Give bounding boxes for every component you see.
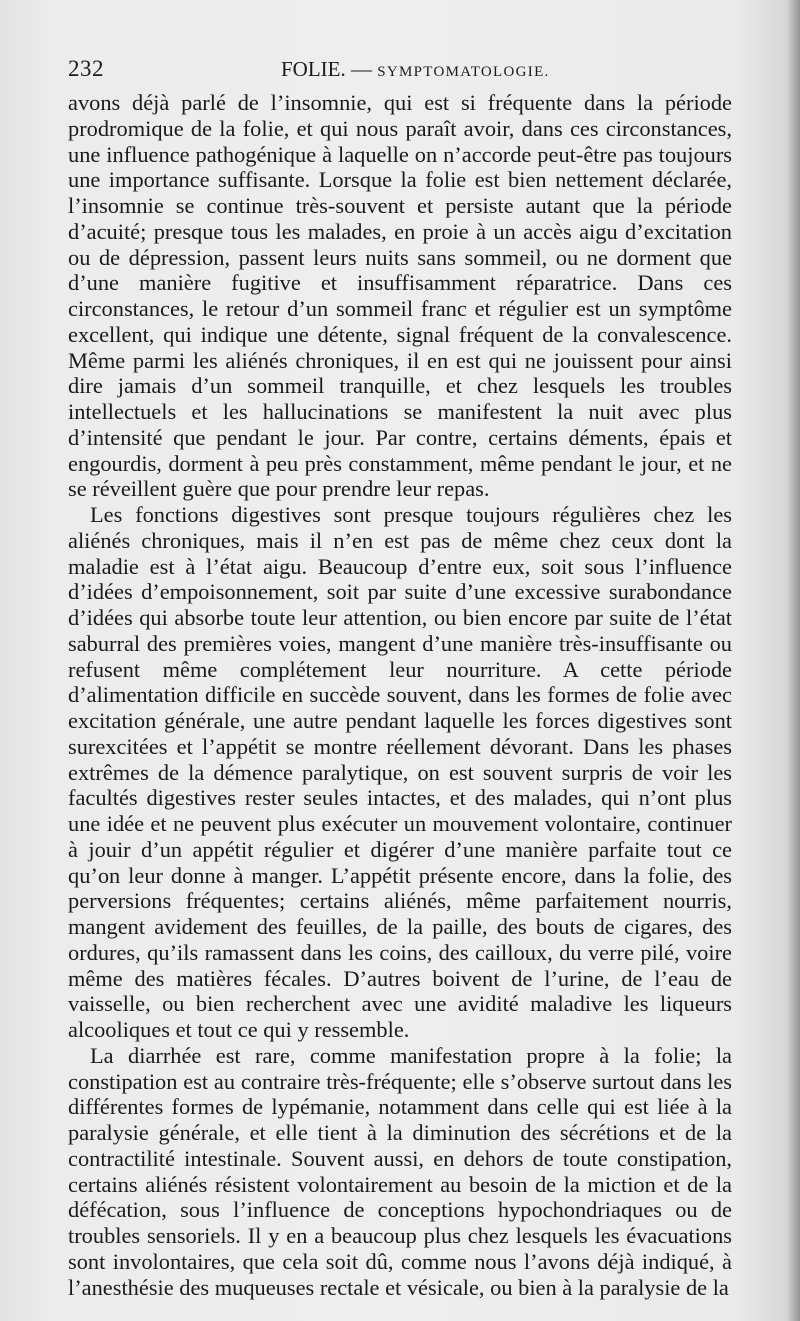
page-edge-shadow: [788, 0, 800, 1321]
paragraph-fonctions-digestives: Les fonctions digestives sont presque toujours régulières chez les aliénés chroniques, mais il n’en est pas de même chez ceux dont la maladie est à l’état aigu. Beaucoup d’entre eux, soit sous l’influence d’idées d’empoisonnement, soit par suite d’une excessive surabondance d’idées qui absorbe toute leur attention, ou bien encore par suite de l’état saburral des premières voies, mangent d’une manière très-insuffisante ou refusent même complétement leur nourriture. A cette période d’alimentation difficile en succède souvent, dans les formes de folie avec excitation générale, une autre pendant laquelle les forces digestives sont surexcitées et l’appétit se montre réellement dévorant. Dans les phases extrêmes de la démence paralytique, on est souvent surpris de voir les facultés digestives rester seules intactes, et des malades, qui n’ont plus une idée et ne peuvent plus exécuter un mouvement volontaire, continuer à jouir d’un appétit régulier et digérer d’une manière parfaite tout ce qu’on leur donne à manger. L’appétit présente encore, dans la folie, des perversions fréquentes; certains aliénés, même parfaitement nourris, mangent avidement des feuilles, de la paille, des bouts de cigares, des ordures, qu’ils ramassent dans les coins, des cailloux, du verre pilé, voire même des matières fécales. D’autres boivent de l’urine, de l’eau de vaisselle, ou bien recherchent avec une avidité maladive les liqueurs alcooliques et tout ce qui y ressemble.: [68, 502, 732, 1042]
running-title-separator: —: [351, 57, 372, 81]
running-title: [281, 57, 550, 82]
running-title-subtitle: SYMPTOMATOLOGIE.: [377, 64, 550, 80]
running-title-main: FOLIE.: [281, 57, 346, 81]
page-number: 232: [68, 56, 104, 81]
paragraph-insomnie: avons déjà parlé de l’insomnie, qui est si fréquente dans la période prodromique de la folie, et qui nous paraît avoir, dans ces circonstances, une influence pathogénique à laquelle on n’accorde peut-être pas toujours une importance suffisante. Lorsque la folie est bien nettement déclarée, l’insomnie se continue très-souvent et persiste autant que la période d’acuité; presque tous les malades, en proie à un accès aigu d’excitation ou de dépression, passent leurs nuits sans sommeil, ou ne dorment que d’une manière fugitive et insuffisamment réparatrice. Dans ces circonstances, le retour d’un sommeil franc et régulier est un symptôme excellent, qui indique une détente, signal fréquent de la convalescence. Même parmi les aliénés chroniques, il en est qui ne jouissent pour ainsi dire jamais d’un sommeil tranquille, et chez lesquels les troubles intellectuels et les hallucinations se manifestent la nuit avec plus d’intensité que pendant le jour. Par contre, certains déments, épais et engourdis, dorment à peu près constamment, même pendant le jour, et ne se réveillent guère que pour prendre leur repas.: [68, 90, 732, 502]
running-header: [68, 56, 732, 86]
body-text: [68, 90, 732, 1300]
paragraph-diarrhee: La diarrhée est rare, comme manifestation propre à la folie; la constipation est au contraire très-fréquente; elle s’observe surtout dans les différentes formes de lypémanie, notamment dans celle qui est liée à la paralysie générale, et elle tient à la diminution des sécrétions et de la contractilité intestinale. Souvent aussi, en dehors de toute constipation, certains aliénés résistent volontairement au besoin de la miction et de la défécation, sous l’influence de conceptions hypochondriaques ou de troubles sensoriels. Il y en a beaucoup plus chez lesquels les évacuations sont involontaires, que cela soit dû, comme nous l’avons déjà indiqué, à l’anesthésie des muqueuses rectale et vésicale, ou bien à la paralysie de la: [68, 1042, 732, 1300]
